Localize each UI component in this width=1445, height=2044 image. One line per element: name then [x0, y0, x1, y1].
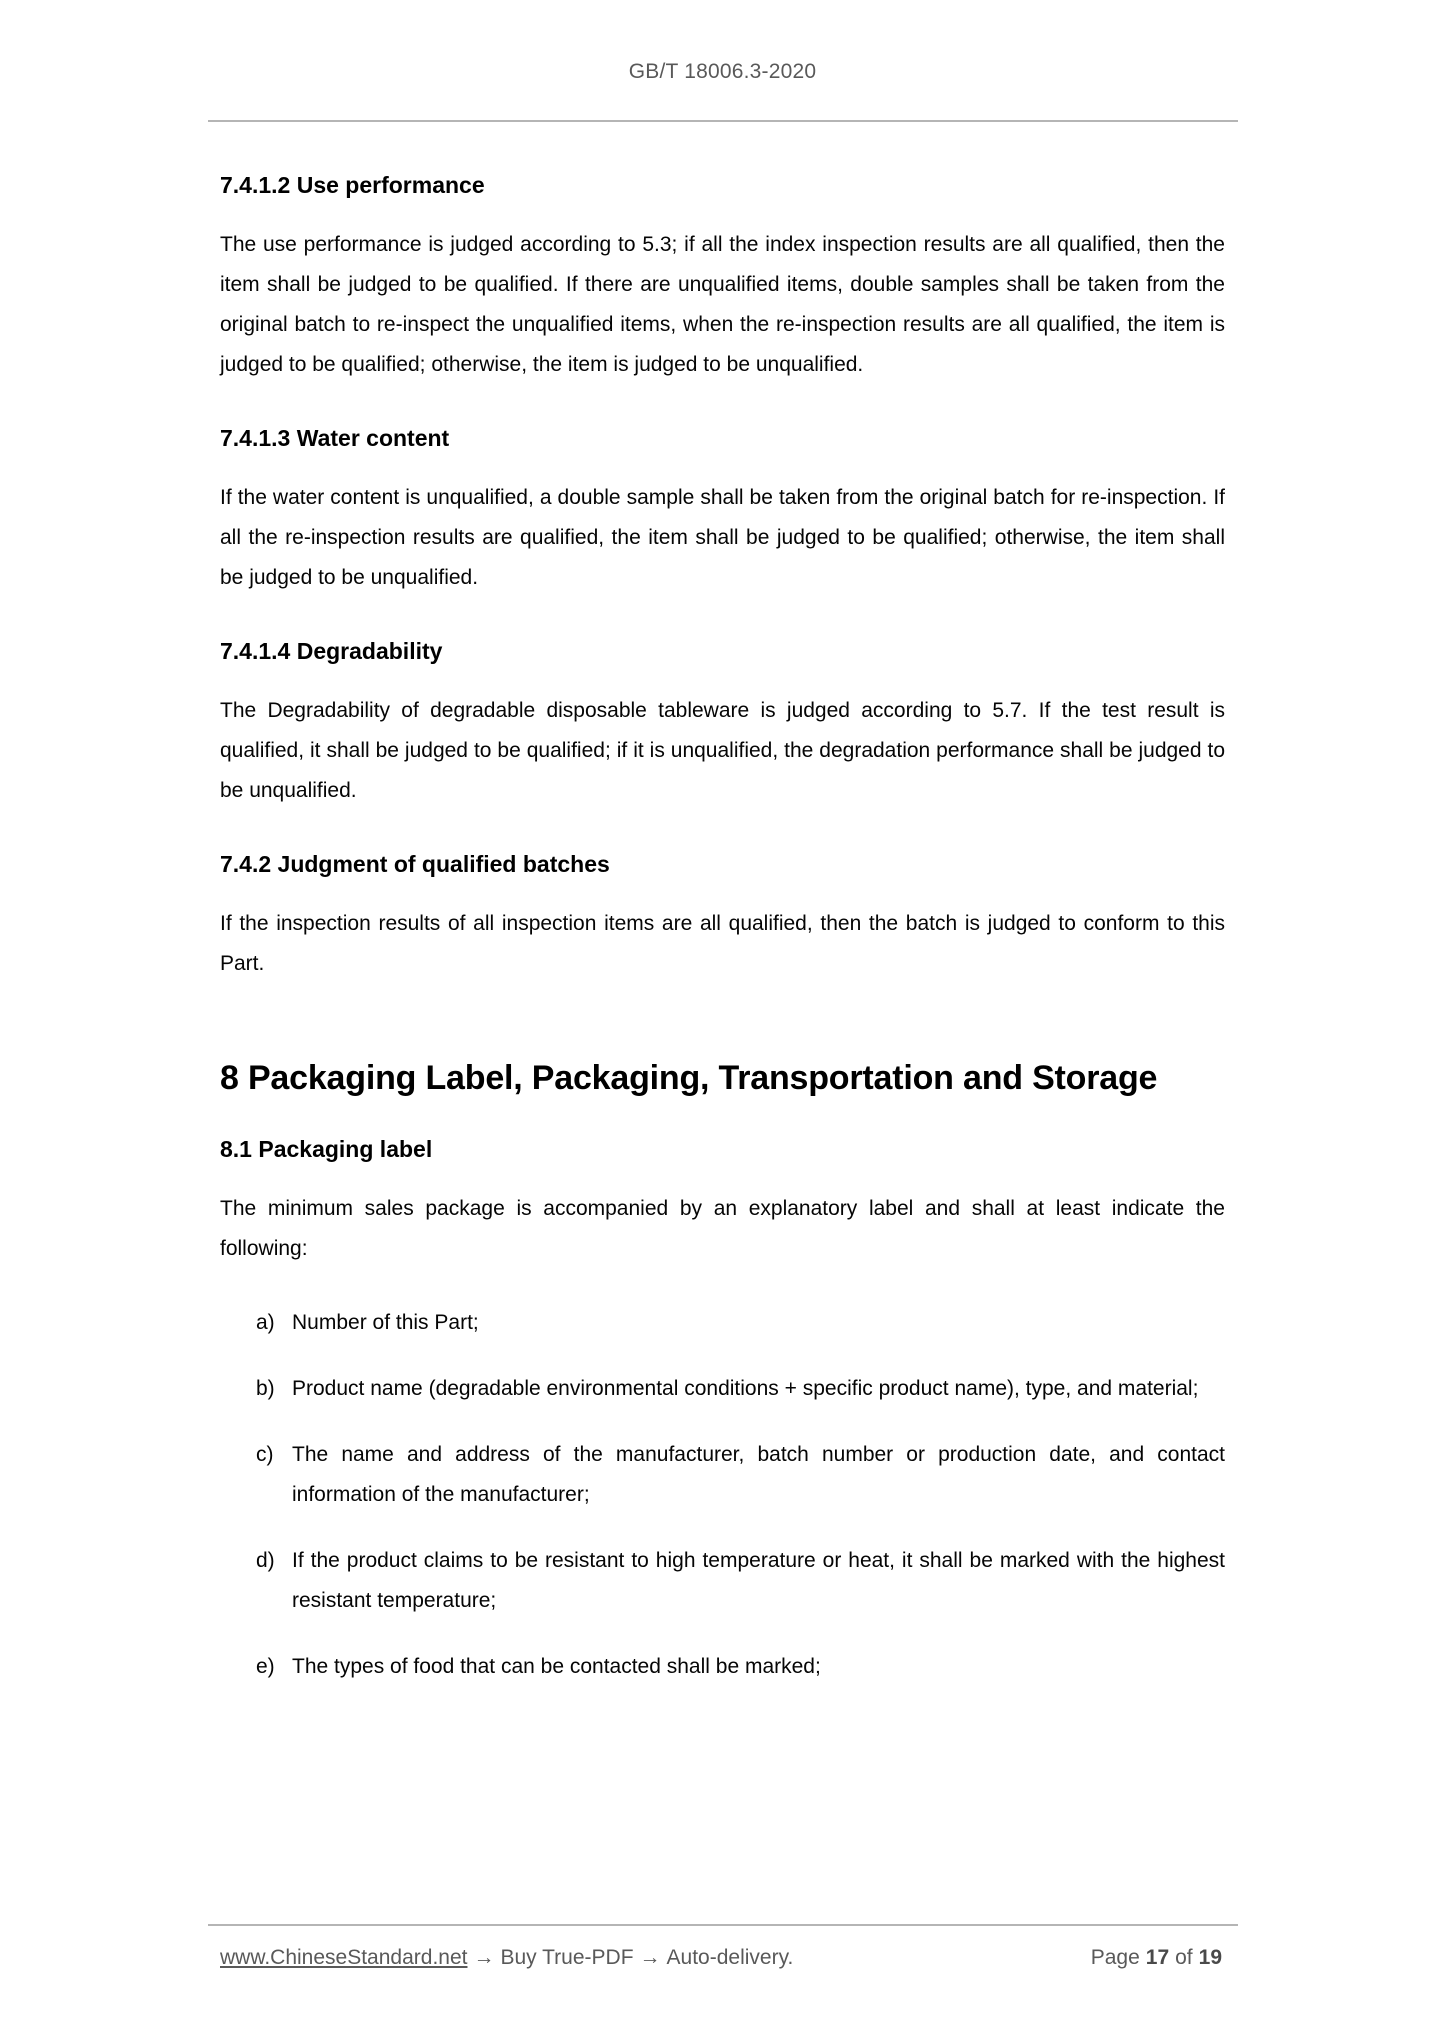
footer-row: [220, 1946, 1225, 1970]
list-item-marker: c): [256, 1443, 274, 1466]
footer-step-delivery: Auto-delivery.: [666, 1946, 794, 1969]
list-item: [256, 1369, 1225, 1409]
list-item-marker: d): [256, 1549, 275, 1572]
website-link[interactable]: www.ChineseStandard.net: [220, 1946, 468, 1969]
list-item: [256, 1303, 1225, 1343]
arrow-icon: →: [639, 1946, 661, 1969]
list-item: [256, 1435, 1225, 1515]
list-item-text: The name and address of the manufacturer, batch number or production date, and contact information of the manufacturer;: [292, 1443, 1225, 1506]
section-heading-water-content: 7.4.1.3 Water content: [220, 425, 450, 451]
section-paragraph: The use performance is judged according to 5.3; if all the index inspection results are all qualified, then the item shall be judged to be qualified. If there are unqualified items, double samples shall be taken from the original batch to re-inspect the unqualified items, when the re-inspection results are all qualified, the item is judged to be qualified; otherwise, the item is judged to be unqualified.: [220, 233, 1225, 376]
footer-step-buy: Buy True-PDF: [500, 1946, 634, 1969]
footer-source: [220, 1946, 793, 1970]
arrow-icon: →: [473, 1946, 495, 1969]
section-heading-judgment-batches: 7.4.2 Judgment of qualified batches: [220, 851, 610, 877]
subsection-heading-packaging-label: 8.1 Packaging label: [220, 1136, 433, 1162]
list-item-text: Number of this Part;: [292, 1311, 479, 1334]
list-item: [256, 1541, 1225, 1621]
standard-number: GB/T 18006.3-2020: [628, 60, 817, 83]
section-heading-use-performance: 7.4.1.2 Use performance: [220, 172, 485, 198]
document-header: [0, 0, 1445, 84]
of-label: of: [1175, 1946, 1193, 1969]
requirements-list: [220, 1303, 1225, 1687]
page-total: 19: [1198, 1946, 1222, 1969]
page-indicator: [1088, 1946, 1225, 1970]
list-item-text: Product name (degradable environmental conditions + specific product name), type, and material;: [292, 1377, 1199, 1400]
section-paragraph: The Degradability of degradable disposable tableware is judged according to 5.7. If the test result is qualified, it shall be judged to be qualified; if it is unqualified, the degradation performance shall be judged to be unqualified.: [220, 699, 1225, 802]
document-body: [220, 172, 1225, 1687]
footer-divider: [208, 1924, 1238, 1926]
list-item-text: The types of food that can be contacted shall be marked;: [292, 1655, 821, 1678]
list-item: [256, 1647, 1225, 1687]
page-current: 17: [1145, 1946, 1170, 1969]
chapter-heading-packaging: 8 Packaging Label, Packaging, Transportation and Storage: [220, 1059, 1158, 1097]
list-item-marker: e): [256, 1655, 275, 1678]
list-item-marker: b): [256, 1377, 275, 1400]
section-heading-degradability: 7.4.1.4 Degradability: [220, 638, 443, 664]
header-divider: [208, 120, 1238, 122]
section-paragraph: If the water content is unqualified, a double sample shall be taken from the original batch for re-inspection. If all the re-inspection results are qualified, the item shall be judged to be qualified; otherwise, the item shall be judged to be unqualified.: [220, 486, 1225, 589]
section-paragraph: If the inspection results of all inspection items are all qualified, then the batch is judged to conform to this Part.: [220, 912, 1225, 975]
chapter-intro-paragraph: The minimum sales package is accompanied by an explanatory label and shall at least indicate the following:: [220, 1197, 1225, 1260]
page-label: Page: [1090, 1946, 1140, 1969]
list-item-marker: a): [256, 1311, 275, 1334]
document-footer: [0, 1888, 1445, 1970]
list-item-text: If the product claims to be resistant to high temperature or heat, it shall be marked with the highest resistant temperature;: [292, 1549, 1225, 1612]
